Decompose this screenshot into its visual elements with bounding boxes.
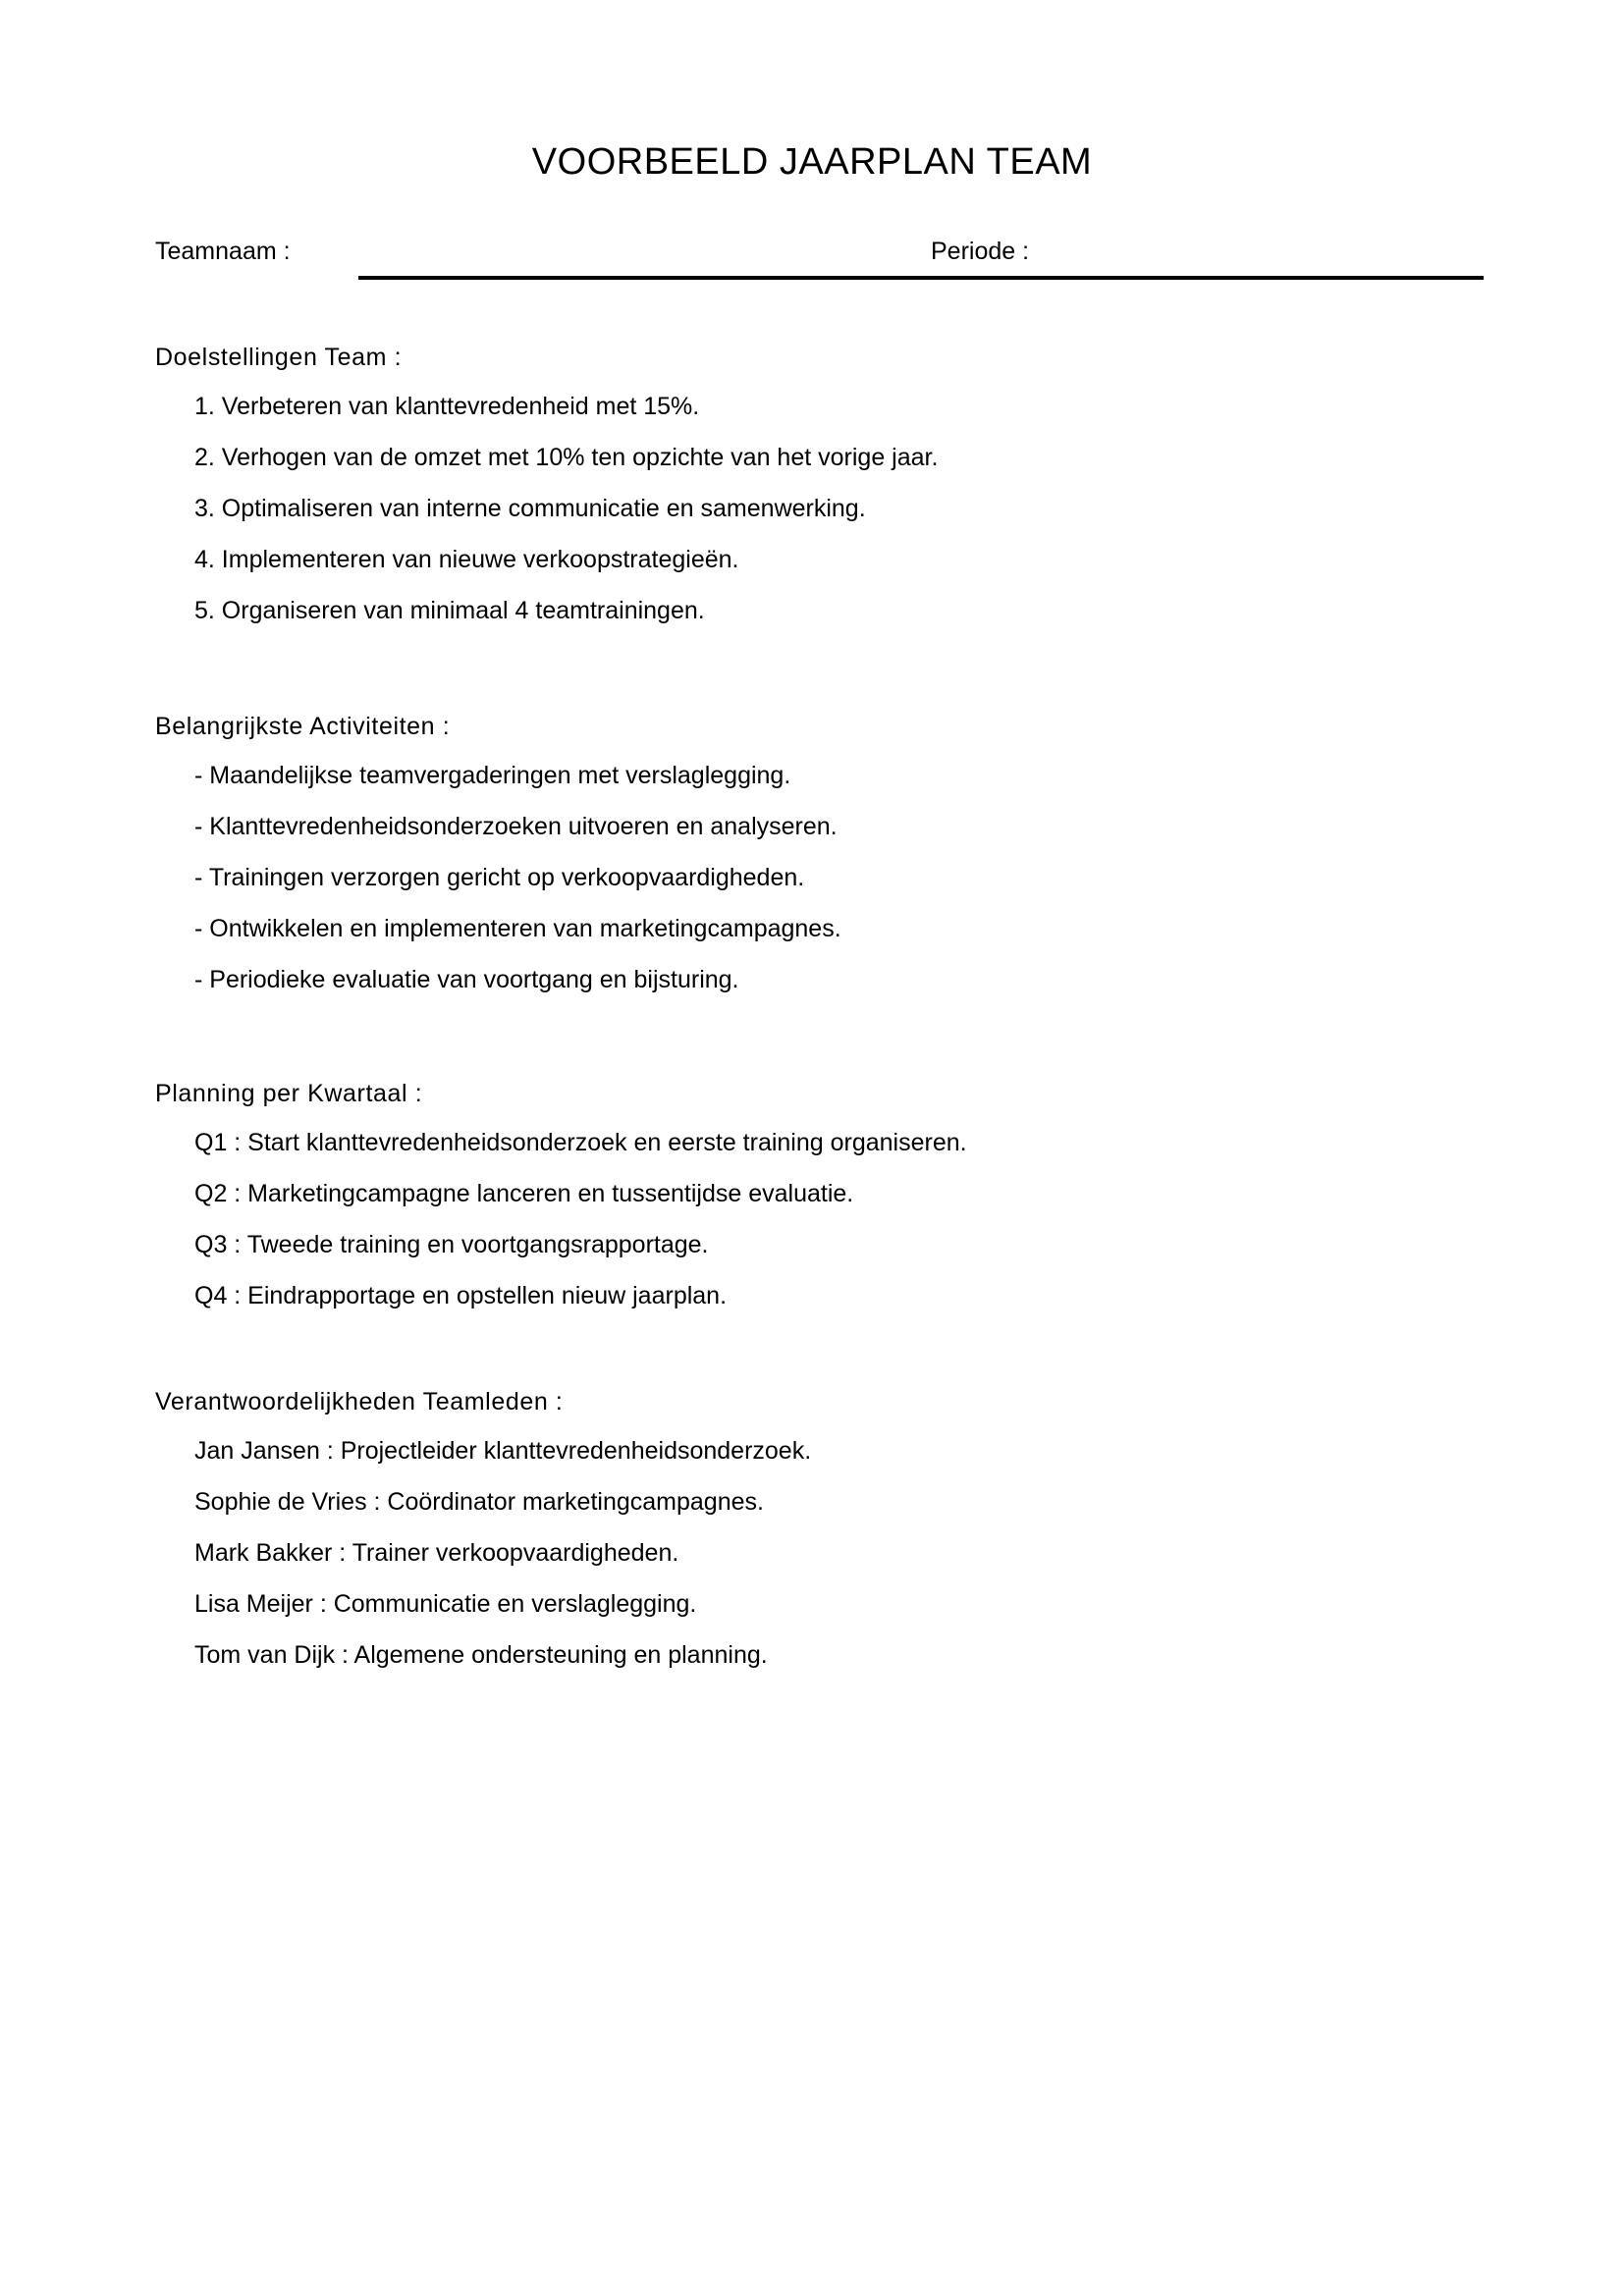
list-item: Q2 : Marketingcampagne lanceren en tussentijdse evaluatie. [194,1180,854,1207]
periode-label: Periode : [931,238,1030,265]
teamleden-list [155,1435,1530,1671]
section-heading: Verantwoordelijkheden Teamleden : [155,1388,564,1415]
header-fill-in-row [155,236,1490,283]
list-item: - Trainingen verzorgen gericht op verkoopvaardigheden. [194,864,805,891]
header-fill-in-rule [358,276,1484,280]
doelstellingen-list [155,391,1530,626]
activiteiten-list [155,760,1530,995]
planning-list [155,1127,1530,1311]
list-item: 3. Optimaliseren van interne communicatie en samenwerking. [194,495,866,522]
list-item: Lisa Meijer : Communicatie en verslaglegging. [194,1590,697,1618]
list-item: 4. Implementeren van nieuwe verkoopstrategieën. [194,546,739,573]
list-item: 2. Verhogen van de omzet met 10% ten opzichte van het vorige jaar. [194,444,939,471]
list-item: Tom van Dijk : Algemene ondersteuning en planning. [194,1641,768,1669]
list-item: 5. Organiseren van minimaal 4 teamtrainingen. [194,597,705,624]
teamnaam-label: Teamnaam : [155,238,291,265]
list-item: 1. Verbeteren van klanttevredenheid met 15%. [194,393,700,420]
section-heading: Doelstellingen Team : [155,344,403,371]
page-title: VOORBEELD JAARPLAN TEAM [531,141,1093,184]
list-item: Mark Bakker : Trainer verkoopvaardigheden. [194,1539,679,1567]
section-activiteiten [155,711,1530,995]
section-verantwoordelijkheden [155,1386,1530,1671]
list-item: Q4 : Eindrapportage en opstellen nieuw jaarplan. [194,1282,728,1309]
list-item: Sophie de Vries : Coördinator marketingcampagnes. [194,1488,764,1516]
list-item: - Klanttevredenheidsonderzoeken uitvoeren en analyseren. [194,813,838,840]
section-doelstellingen [155,342,1530,626]
list-item: Q1 : Start klanttevredenheidsonderzoek en eerste training organiseren. [194,1129,967,1156]
list-item: - Maandelijkse teamvergaderingen met verslaglegging. [194,762,791,789]
list-item: Q3 : Tweede training en voortgangsrapportage. [194,1231,709,1258]
list-item: - Periodieke evaluatie van voortgang en bijsturing. [194,966,739,993]
section-heading: Planning per Kwartaal : [155,1080,423,1107]
section-planning [155,1078,1530,1311]
section-heading: Belangrijkste Activiteiten : [155,713,451,740]
list-item: - Ontwikkelen en implementeren van marketingcampagnes. [194,915,841,942]
list-item: Jan Jansen : Projectleider klanttevredenheidsonderzoek. [194,1437,812,1465]
